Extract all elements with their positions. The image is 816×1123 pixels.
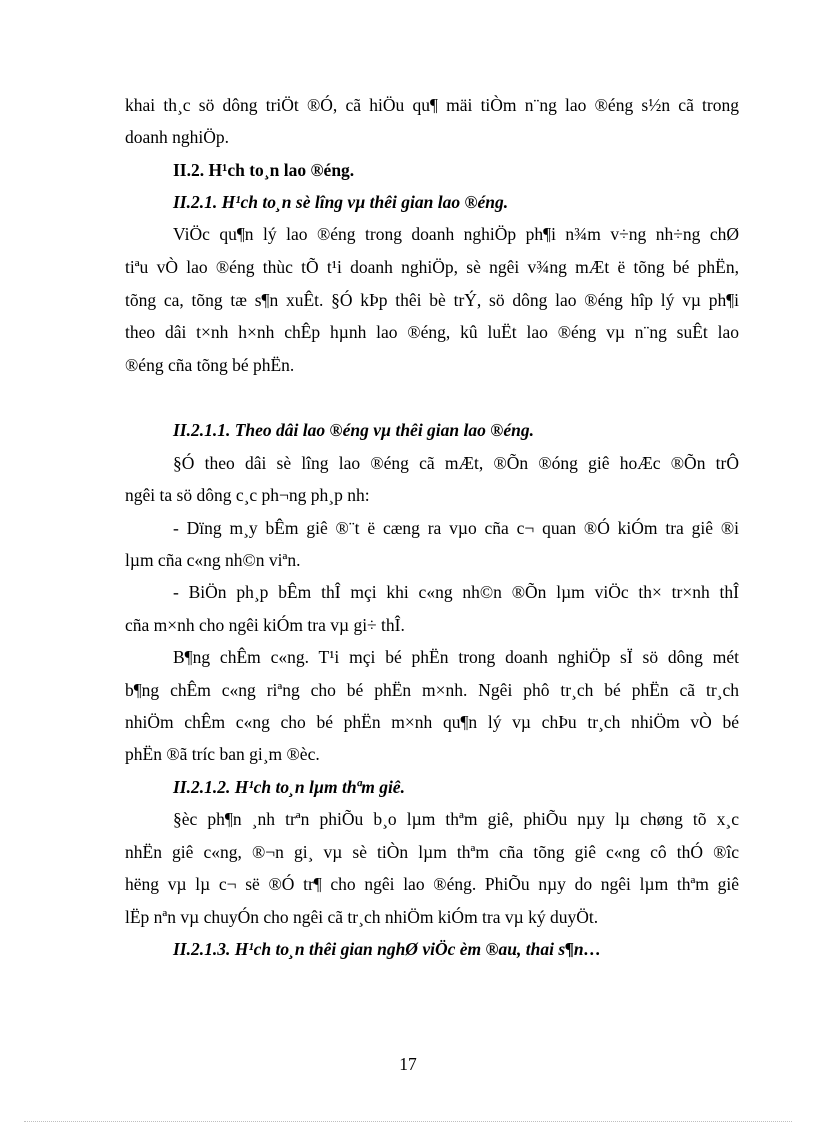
subsection-heading: II.2.1. H¹ch to¸n sè lîng vµ thêi gian lao ®éng. xyxy=(173,192,509,212)
paragraph-line: phËn ®ã tríc ban gi¸m ®èc. xyxy=(125,744,320,764)
paragraph-line: b¶ng chÊm c«ng riªng cho bé phËn m×nh. Ngêi phô tr¸ch bé phËn cã tr¸ch xyxy=(125,680,739,700)
paragraph-line: hëng vµ lµ c¬ së ®Ó tr¶ cho ngêi lao ®éng. PhiÕu nµy do ngêi lµm thªm giê xyxy=(125,874,739,894)
subsection-heading: II.2.1.2. H¹ch to¸n lµm thªm giê. xyxy=(173,777,405,797)
paragraph-line: khai th¸c sö dông triÖt ®Ó, cã hiÖu qu¶ mäi tiÒm n¨ng lao ®éng s½n cã trong xyxy=(125,95,739,115)
paragraph-line: ViÖc qu¶n lý lao ®éng trong doanh nghiÖp ph¶i n¾m v÷ng nh÷ng chØ xyxy=(173,224,739,244)
paragraph-line: ®éng cña tõng bé phËn. xyxy=(125,355,295,375)
paragraph-line: doanh nghiÖp. xyxy=(125,127,230,147)
page-divider xyxy=(24,1121,792,1122)
page-number: 17 xyxy=(399,1054,417,1074)
list-item: - Dïng m¸y bÊm giê ®¨t ë cæng ra vµo cña c¬ quan ®Ó kiÓm tra giê ®i xyxy=(173,518,739,538)
paragraph-line: nhËn giê c«ng, ®¬n gi¸ vµ sè tiÒn lµm thªm cña tõng giê c«ng cô thÓ ®îc xyxy=(125,842,739,862)
paragraph-line: tõng ca, tõng tæ s¶n xuÊt. §Ó kÞp thêi bè trÝ, sö dông lao ®éng hîp lý vµ ph¶i xyxy=(125,290,739,310)
paragraph-line: ngêi ta sö dông c¸c ph¬ng ph¸p nh: xyxy=(125,485,370,505)
paragraph-line: §èc ph¶n ¸nh trªn phiÕu b¸o lµm thªm giê, phiÕu nµy lµ chøng tõ x¸c xyxy=(173,809,739,829)
paragraph-line: lµm cña c«ng nh©n viªn. xyxy=(125,550,301,570)
paragraph-line: tiªu vÒ lao ®éng thùc tÕ t¹i doanh nghiÖp, sè ngêi v¾ng mÆt ë tõng bé phËn, xyxy=(125,257,739,277)
section-heading: II.2. H¹ch to¸n lao ®éng. xyxy=(173,160,355,180)
list-item: - BiÖn ph¸p bÊm thÎ mçi khi c«ng nh©n ®Õn lµm viÖc th× tr×nh thÎ xyxy=(173,582,739,602)
paragraph-line: lËp nªn vµ chuyÓn cho ngêi cã tr¸ch nhiÖm kiÓm tra vµ ký duyÖt. xyxy=(125,907,599,927)
subsection-heading: II.2.1.1. Theo dâi lao ®éng vµ thêi gian lao ®éng. xyxy=(173,420,534,440)
paragraph-line: theo dâi t×nh h×nh chÊp hµnh lao ®éng, kû luËt lao ®éng vµ n¨ng suÊt lao xyxy=(125,322,739,342)
paragraph-line: cña m×nh cho ngêi kiÓm tra vµ gi÷ thÎ. xyxy=(125,615,405,635)
paragraph-line: B¶ng chÊm c«ng. T¹i mçi bé phËn trong doanh nghiÖp sÏ sö dông mét xyxy=(173,647,739,667)
paragraph-line: nhiÖm chÊm c«ng cho bé phËn m×nh qu¶n lý vµ chÞu tr¸ch nhiÖm vÒ bé xyxy=(125,712,739,732)
subsection-heading: II.2.1.3. H¹ch to¸n thêi gian nghØ viÖc èm ®au, thai s¶n… xyxy=(173,939,602,959)
paragraph-line: §Ó theo dâi sè lîng lao ®éng cã mÆt, ®Õn ®óng giê hoÆc ®Õn trÔ xyxy=(173,453,739,473)
